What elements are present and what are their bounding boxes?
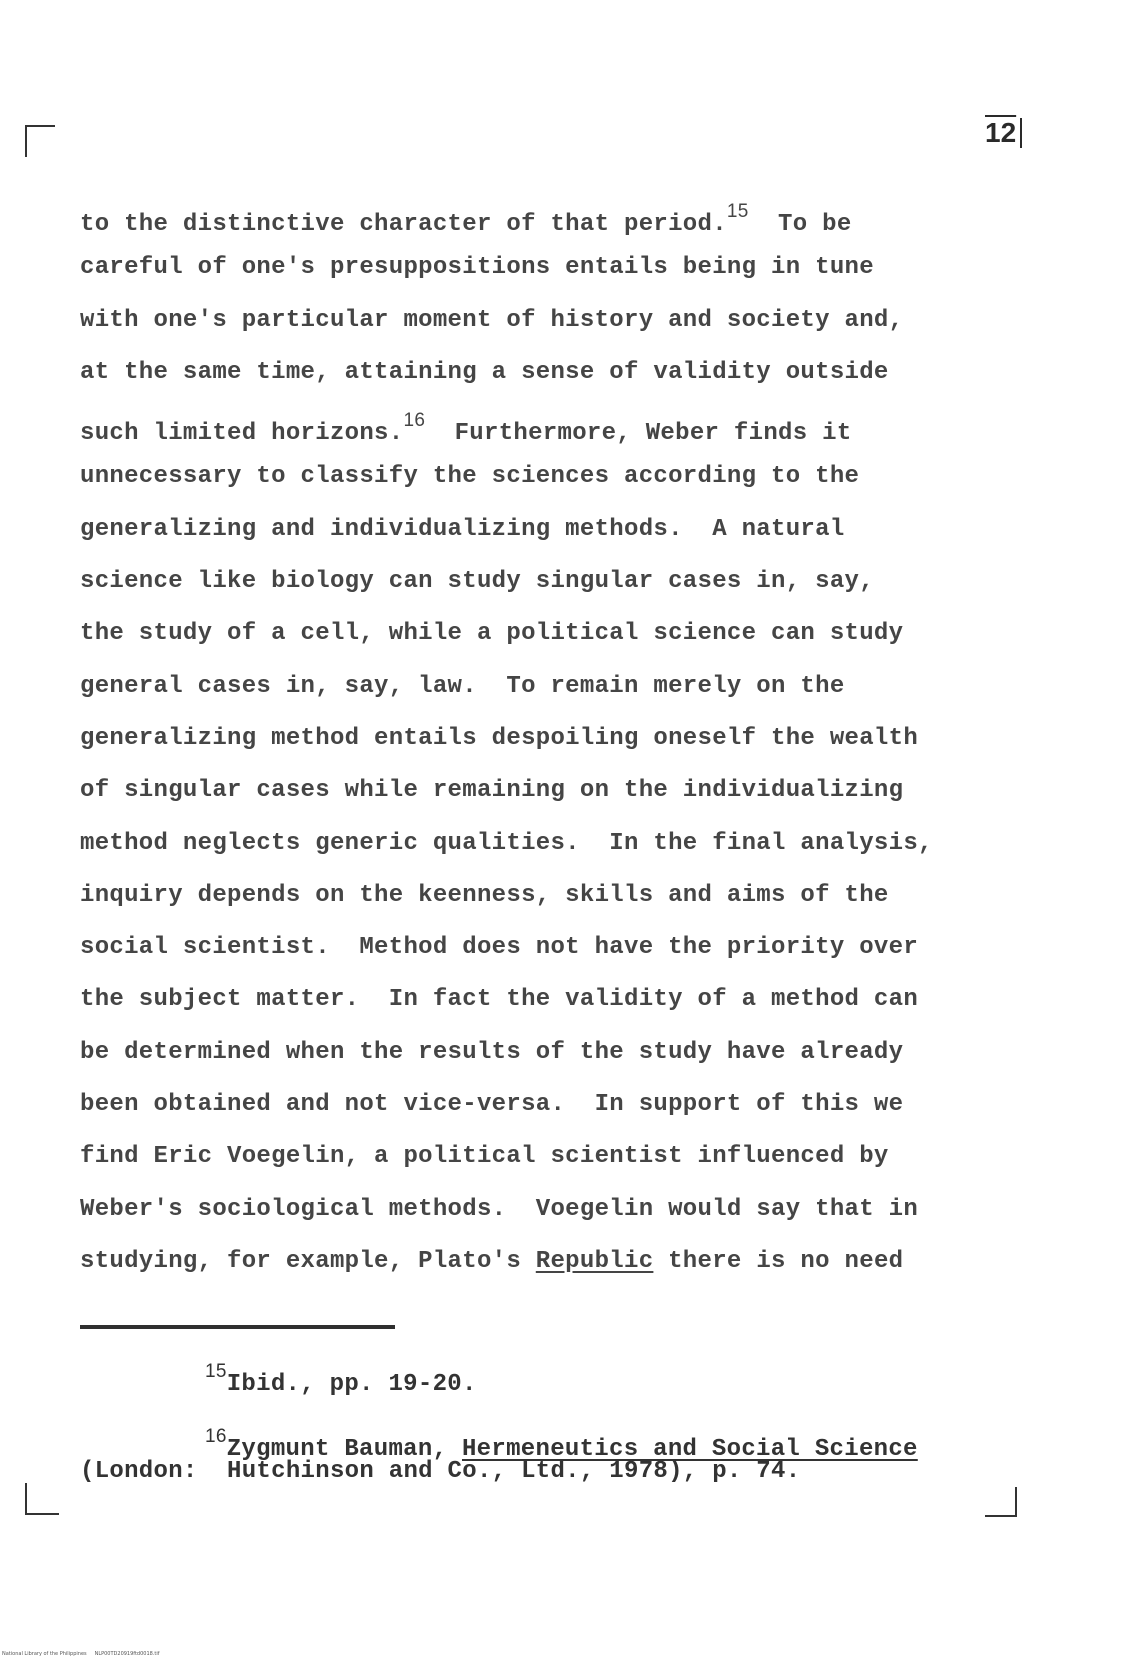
text-line: general cases in, say, law. To remain merely on the (80, 672, 845, 700)
scan-caption: National Library of the Philippines NLP00TD20919ftd0018.tif (2, 1651, 160, 1657)
text-line: with one's particular moment of history and society and, (80, 306, 904, 334)
text-line: unnecessary to classify the sciences according to the (80, 463, 860, 491)
text-line: generalizing and individualizing methods. A natural (80, 515, 845, 543)
footnote-15: $^{15}$Ibid., pp. 19-20. (205, 1361, 477, 1398)
book-title-republic: Republic (535, 1247, 654, 1275)
text-line: at the same time, attaining a sense of validity outside (80, 358, 889, 386)
footnote-16-continuation: (London: Hutchinson and Co., Ltd., 1978), p. 74. (80, 1458, 801, 1485)
text-line: method neglects generic qualities. In the final analysis, (80, 829, 933, 857)
text-line: the study of a cell, while a political science can study (80, 620, 904, 648)
text-line: to the distinctive character of that period.$^{15}$ To be (80, 201, 852, 238)
footnote-ref-16: 16 (403, 410, 426, 432)
text-line: science like biology can study singular cases in, say, (80, 568, 874, 596)
text-line: inquiry depends on the keenness, skills and aims of the (80, 881, 889, 909)
text-line: find Eric Voegelin, a political scientist influenced by (80, 1143, 889, 1171)
footnote-ref-15: 15 (726, 201, 749, 222)
text-line: careful of one's presuppositions entails being in tune (80, 254, 874, 282)
footnote-16: $^{16}$Zygmunt Bauman, Hermeneutics and Social Science (205, 1426, 918, 1463)
crop-mark-top-left (25, 125, 55, 157)
text-line: the subject matter. In fact the validity of a method can (80, 986, 919, 1014)
footnote-divider (80, 1325, 395, 1329)
text-line: of singular cases while remaining on the individualizing (80, 777, 904, 805)
text-line: been obtained and not vice-versa. In support of this we (80, 1091, 904, 1119)
text-line: Weber's sociological methods. Voegelin would say that in (80, 1195, 919, 1223)
text-line: such limited horizons.$^{16}$ Furthermore, Weber finds it (80, 410, 852, 448)
text-line: be determined when the results of the study have already (80, 1038, 904, 1066)
crop-mark-bottom-left (25, 1483, 59, 1515)
book-title-hermeneutics: Hermeneutics and Social Science (461, 1436, 918, 1463)
page-number: 12 (985, 118, 1022, 148)
body-text (80, 190, 1080, 1288)
text-line: generalizing method entails despoiling oneself the wealth (80, 724, 919, 752)
text-line: studying, for example, Plato's Republic there is no need (80, 1247, 904, 1275)
crop-mark-bottom-right (985, 1487, 1017, 1517)
text-line: social scientist. Method does not have the priority over (80, 934, 919, 962)
